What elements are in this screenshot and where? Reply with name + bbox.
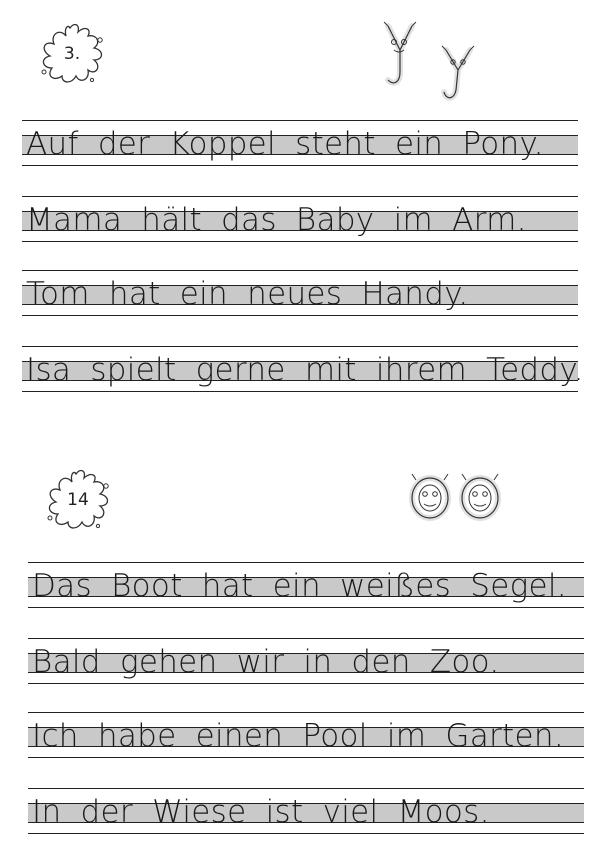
writing-line bbox=[22, 270, 578, 316]
letter-y-monsters-illustration bbox=[380, 20, 490, 102]
writing-line bbox=[28, 712, 584, 758]
writing-line bbox=[22, 120, 578, 166]
exercise-number: 14 bbox=[67, 490, 89, 510]
sentence: Isa spielt gerne mit ihrem Teddy. bbox=[26, 352, 584, 388]
writing-line bbox=[28, 638, 584, 684]
sentence: Ich habe einen Pool im Garten. bbox=[32, 718, 564, 754]
sentence: Mama hält das Baby im Arm. bbox=[26, 202, 527, 238]
letter-oo-monsters-illustration bbox=[404, 472, 514, 522]
writing-line bbox=[28, 562, 584, 608]
writing-line bbox=[22, 346, 584, 392]
splat-badge bbox=[34, 20, 110, 88]
writing-line bbox=[28, 788, 584, 834]
sentence: In der Wiese ist viel Moos. bbox=[32, 794, 490, 830]
sentence: Das Boot hat ein weißes Segel. bbox=[32, 568, 567, 604]
letter-oo-monster-icon bbox=[404, 472, 514, 522]
sentence: Bald gehen wir in den Zoo. bbox=[32, 644, 500, 680]
writing-line bbox=[22, 196, 578, 242]
splat-badge bbox=[40, 466, 116, 534]
sentence: Tom hat ein neues Handy. bbox=[26, 276, 469, 312]
letter-y-monster-icon bbox=[380, 20, 490, 102]
sentence: Auf der Koppel steht ein Pony. bbox=[26, 126, 544, 162]
exercise-number: 3. bbox=[63, 44, 81, 64]
